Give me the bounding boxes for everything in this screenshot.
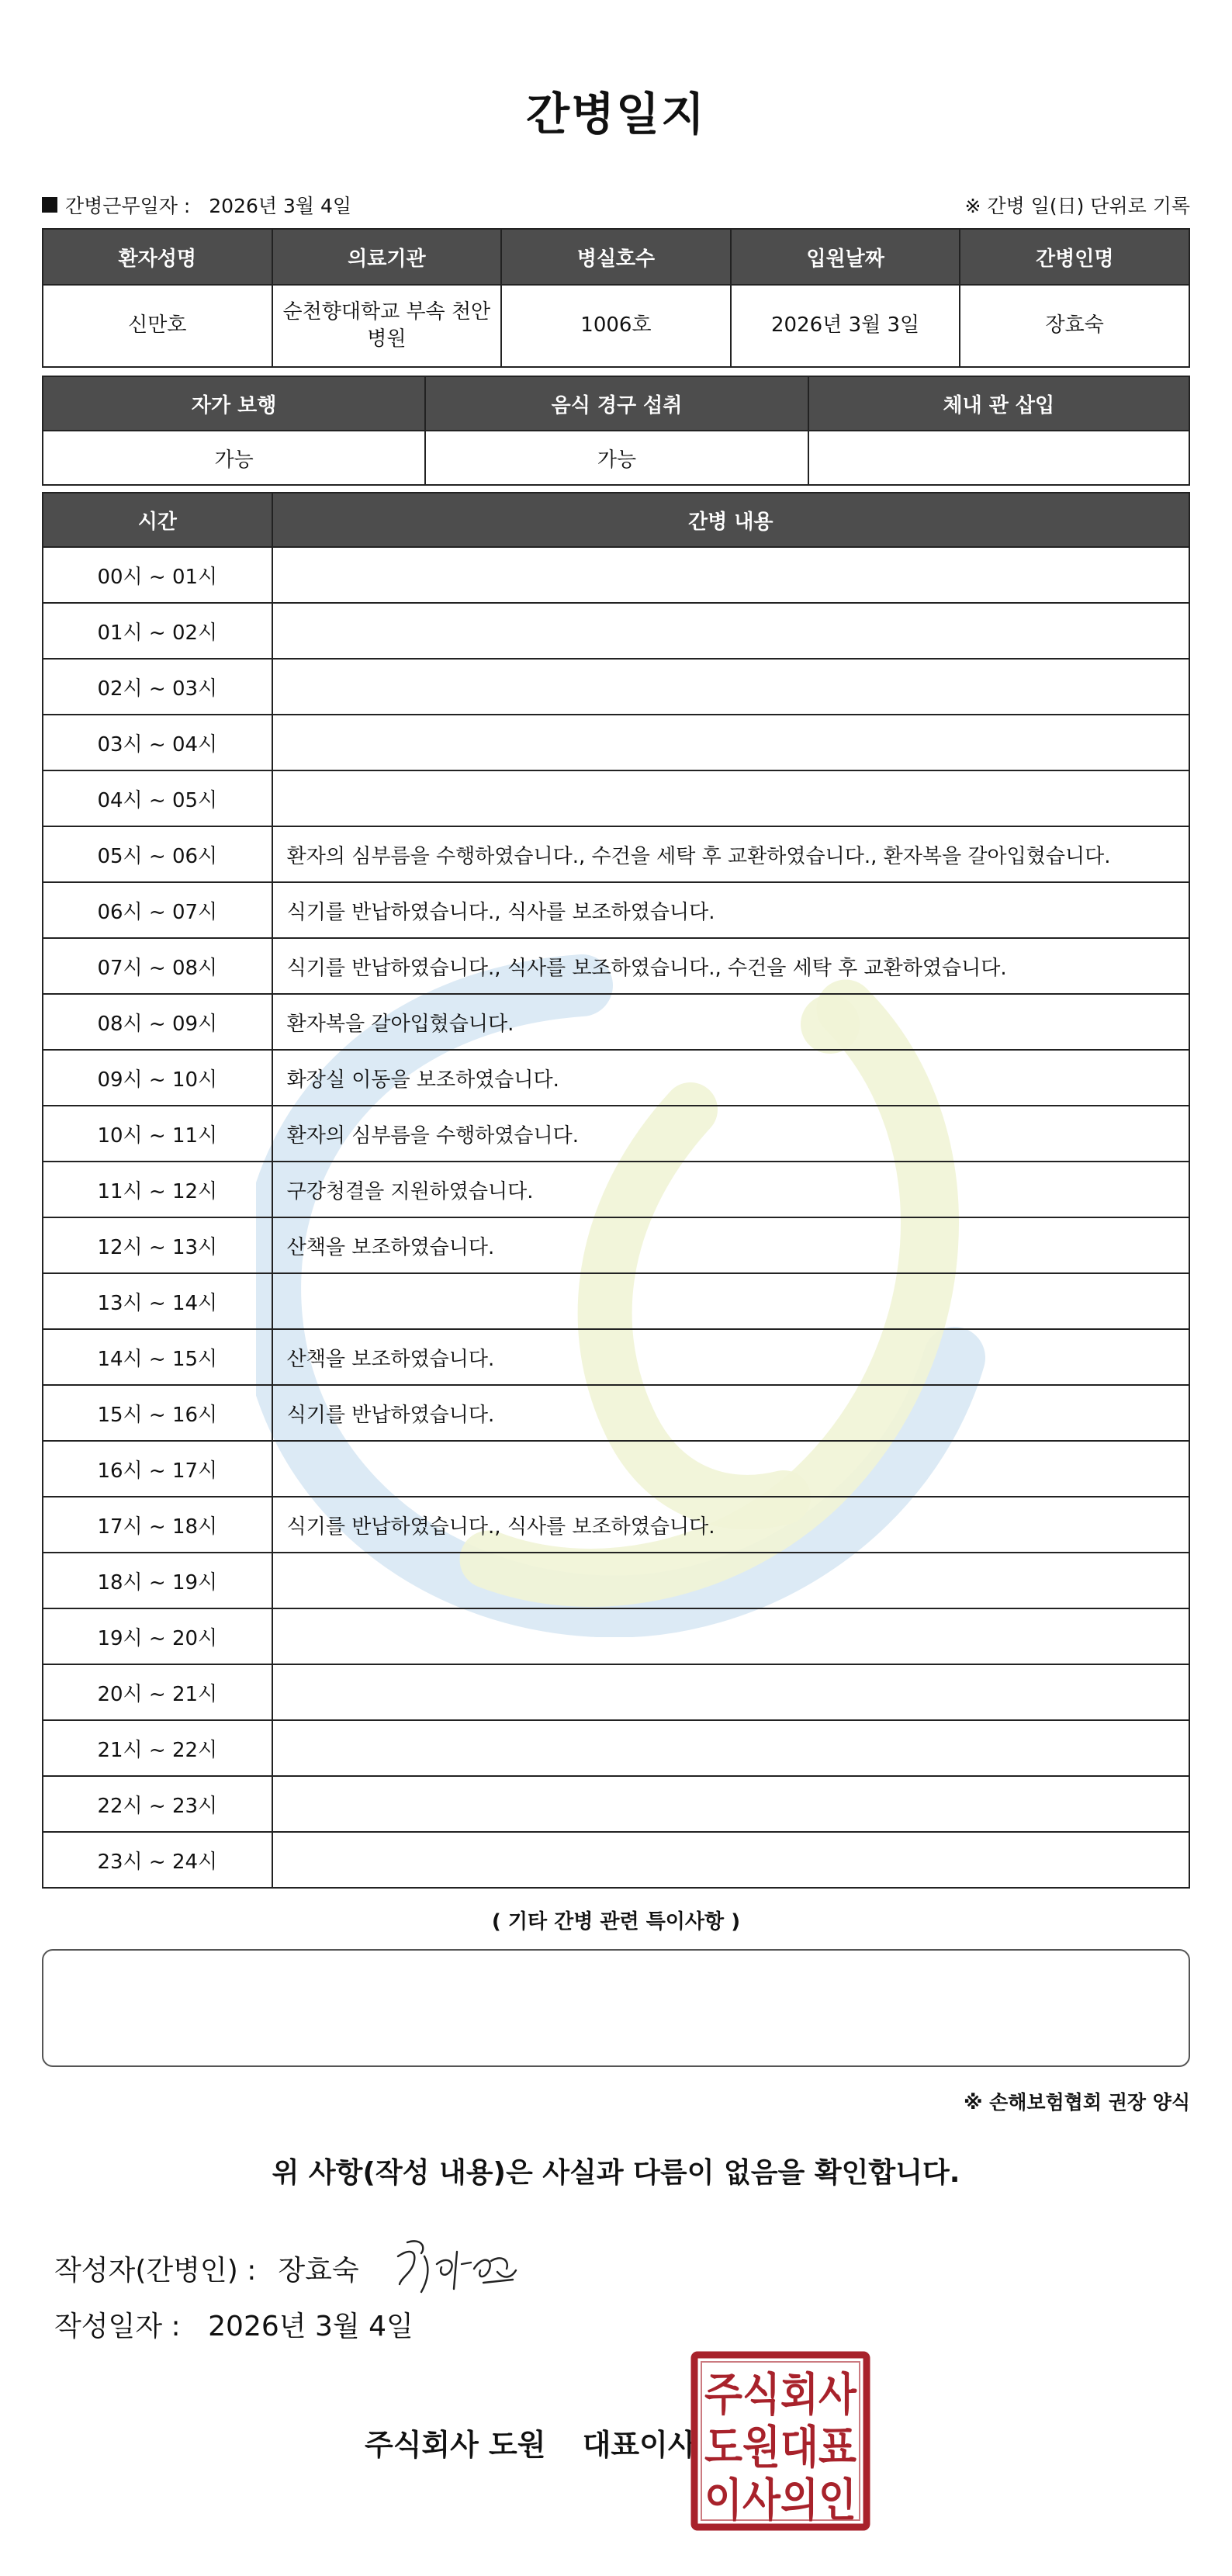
log-row [43, 1162, 1189, 1217]
log-row [43, 1608, 1189, 1664]
log-content-cell [272, 1608, 1189, 1664]
log-row [43, 547, 1189, 603]
log-row [43, 1106, 1189, 1162]
log-time-cell: 07시 ~ 08시 [43, 938, 272, 994]
log-time-cell: 06시 ~ 07시 [43, 882, 272, 938]
log-body [43, 547, 1189, 1888]
log-content-cell: 산책을 보조하였습니다. [272, 1217, 1189, 1273]
writer-row [54, 2233, 522, 2303]
log-content-cell [272, 1832, 1189, 1888]
log-row [43, 603, 1189, 659]
hospital-header: 의료기관 [272, 229, 502, 285]
square-bullet-icon [42, 197, 57, 213]
log-time-cell: 22시 ~ 23시 [43, 1776, 272, 1832]
patient-name-header: 환자성명 [43, 229, 272, 285]
remarks-box [42, 1949, 1190, 2067]
log-row [43, 1664, 1189, 1720]
log-content-cell [272, 603, 1189, 659]
ability-value-row [43, 431, 1189, 485]
log-content-cell: 식기를 반납하였습니다., 식사를 보조하였습니다., 수건을 세탁 후 교환하였습니다. [272, 938, 1189, 994]
log-time-cell: 19시 ~ 20시 [43, 1608, 272, 1664]
log-content-cell: 환자복을 갈아입혔습니다. [272, 994, 1189, 1050]
log-content-cell [272, 659, 1189, 715]
self-walking-header: 자가 보행 [43, 376, 425, 431]
log-content-cell [272, 1776, 1189, 1832]
log-time-cell: 00시 ~ 01시 [43, 547, 272, 603]
ability-header-row [43, 376, 1189, 431]
log-row [43, 1217, 1189, 1273]
log-row [43, 938, 1189, 994]
tube-insertion-header: 체내 관 삽입 [808, 376, 1189, 431]
log-content-cell [272, 1720, 1189, 1776]
company-signature-line [365, 2421, 697, 2463]
log-content-cell [272, 770, 1189, 826]
log-row [43, 659, 1189, 715]
log-time-cell: 09시 ~ 10시 [43, 1050, 272, 1106]
log-content-cell [272, 715, 1189, 770]
work-date-group [42, 191, 351, 219]
log-time-cell: 01시 ~ 02시 [43, 603, 272, 659]
admission-date-header: 입원날짜 [731, 229, 960, 285]
written-date-value: 2026년 3월 4일 [208, 2311, 414, 2342]
log-content-cell: 구강청결을 지원하였습니다. [272, 1162, 1189, 1217]
handwritten-signature [390, 2233, 522, 2303]
room-number-value: 1006호 [501, 285, 731, 367]
log-time-cell: 21시 ~ 22시 [43, 1720, 272, 1776]
log-content-cell [272, 1553, 1189, 1608]
log-content-cell: 환자의 심부름을 수행하였습니다., 수건을 세탁 후 교환하였습니다., 환자복을 갈아입혔습니다. [272, 826, 1189, 882]
hospital-value: 순천향대학교 부속 천안 병원 [272, 285, 502, 367]
log-time-cell: 03시 ~ 04시 [43, 715, 272, 770]
meta-row [42, 189, 1190, 220]
log-header-row [43, 493, 1189, 547]
log-row [43, 1497, 1189, 1553]
written-date-label: 작성일자 : [54, 2311, 181, 2342]
representative-title: 대표이사 [582, 2428, 697, 2462]
log-time-cell: 20시 ~ 21시 [43, 1664, 272, 1720]
oral-intake-header: 음식 경구 섭취 [425, 376, 808, 431]
log-row [43, 1385, 1189, 1441]
log-content-cell [272, 1664, 1189, 1720]
hourly-care-log-table [42, 492, 1190, 1889]
caregiver-name-header: 간병인명 [960, 229, 1189, 285]
page-title: 간병일지 [525, 88, 707, 140]
log-time-cell: 17시 ~ 18시 [43, 1497, 272, 1553]
record-unit-note: ※ 간병 일(日) 단위로 기록 [964, 195, 1190, 217]
log-row [43, 1441, 1189, 1497]
log-row [43, 826, 1189, 882]
svg-text:주식회사: 주식회사 [704, 2368, 857, 2421]
log-time-cell: 12시 ~ 13시 [43, 1217, 272, 1273]
log-row [43, 715, 1189, 770]
form-source-note: ※ 손해보험협회 권장 양식 [964, 2091, 1190, 2114]
remarks-title: ( 기타 간병 관련 특이사항 ) [491, 1910, 741, 1934]
log-time-cell: 11시 ~ 12시 [43, 1162, 272, 1217]
writer-name: 장효숙 [278, 2254, 359, 2287]
confirmation-statement: 위 사항(작성 내용)은 사실과 다름이 없음을 확인합니다. [272, 2157, 960, 2189]
work-date-value: 2026년 3월 4일 [209, 195, 352, 217]
caregiver-name-value: 장효숙 [960, 285, 1189, 367]
info-value-row [43, 285, 1189, 367]
log-row [43, 770, 1189, 826]
log-content-cell: 화장실 이동을 보조하였습니다. [272, 1050, 1189, 1106]
log-row [43, 994, 1189, 1050]
log-time-cell: 10시 ~ 11시 [43, 1106, 272, 1162]
log-time-cell: 23시 ~ 24시 [43, 1832, 272, 1888]
company-name: 주식회사 도원 [365, 2428, 546, 2462]
tube-insertion-value [808, 431, 1189, 485]
self-walking-value: 가능 [43, 431, 425, 485]
log-time-cell: 15시 ~ 16시 [43, 1385, 272, 1441]
patient-ability-table [42, 376, 1190, 486]
company-seal-stamp [690, 2351, 870, 2531]
written-date-row [54, 2304, 414, 2344]
log-row [43, 1832, 1189, 1888]
log-content-cell [272, 547, 1189, 603]
admission-date-value: 2026년 3월 3일 [731, 285, 960, 367]
work-date-label: 간병근무일자 : [65, 195, 191, 217]
info-header-row [43, 229, 1189, 285]
log-time-cell: 02시 ~ 03시 [43, 659, 272, 715]
log-content-cell [272, 1273, 1189, 1329]
oral-intake-value: 가능 [425, 431, 808, 485]
log-row [43, 1273, 1189, 1329]
log-time-cell: 14시 ~ 15시 [43, 1329, 272, 1385]
log-time-cell: 18시 ~ 19시 [43, 1553, 272, 1608]
log-content-cell: 산책을 보조하였습니다. [272, 1329, 1189, 1385]
svg-text:이사의인: 이사의인 [704, 2474, 857, 2526]
content-column-header: 간병 내용 [272, 493, 1189, 547]
log-row [43, 882, 1189, 938]
log-row [43, 1720, 1189, 1776]
log-row [43, 1776, 1189, 1832]
svg-text:도원대표: 도원대표 [704, 2421, 857, 2474]
writer-label: 작성자(간병인) : [54, 2254, 257, 2287]
log-time-cell: 08시 ~ 09시 [43, 994, 272, 1050]
log-content-cell: 식기를 반납하였습니다., 식사를 보조하였습니다. [272, 1497, 1189, 1553]
room-number-header: 병실호수 [501, 229, 731, 285]
log-time-cell: 13시 ~ 14시 [43, 1273, 272, 1329]
log-time-cell: 04시 ~ 05시 [43, 770, 272, 826]
log-content-cell: 환자의 심부름을 수행하였습니다. [272, 1106, 1189, 1162]
log-row [43, 1050, 1189, 1106]
log-content-cell: 식기를 반납하였습니다., 식사를 보조하였습니다. [272, 882, 1189, 938]
log-row [43, 1329, 1189, 1385]
log-row [43, 1553, 1189, 1608]
patient-name-value: 신만호 [43, 285, 272, 367]
log-time-cell: 05시 ~ 06시 [43, 826, 272, 882]
patient-info-table [42, 228, 1190, 368]
log-content-cell [272, 1441, 1189, 1497]
time-column-header: 시간 [43, 493, 272, 547]
log-time-cell: 16시 ~ 17시 [43, 1441, 272, 1497]
log-content-cell: 식기를 반납하였습니다. [272, 1385, 1189, 1441]
